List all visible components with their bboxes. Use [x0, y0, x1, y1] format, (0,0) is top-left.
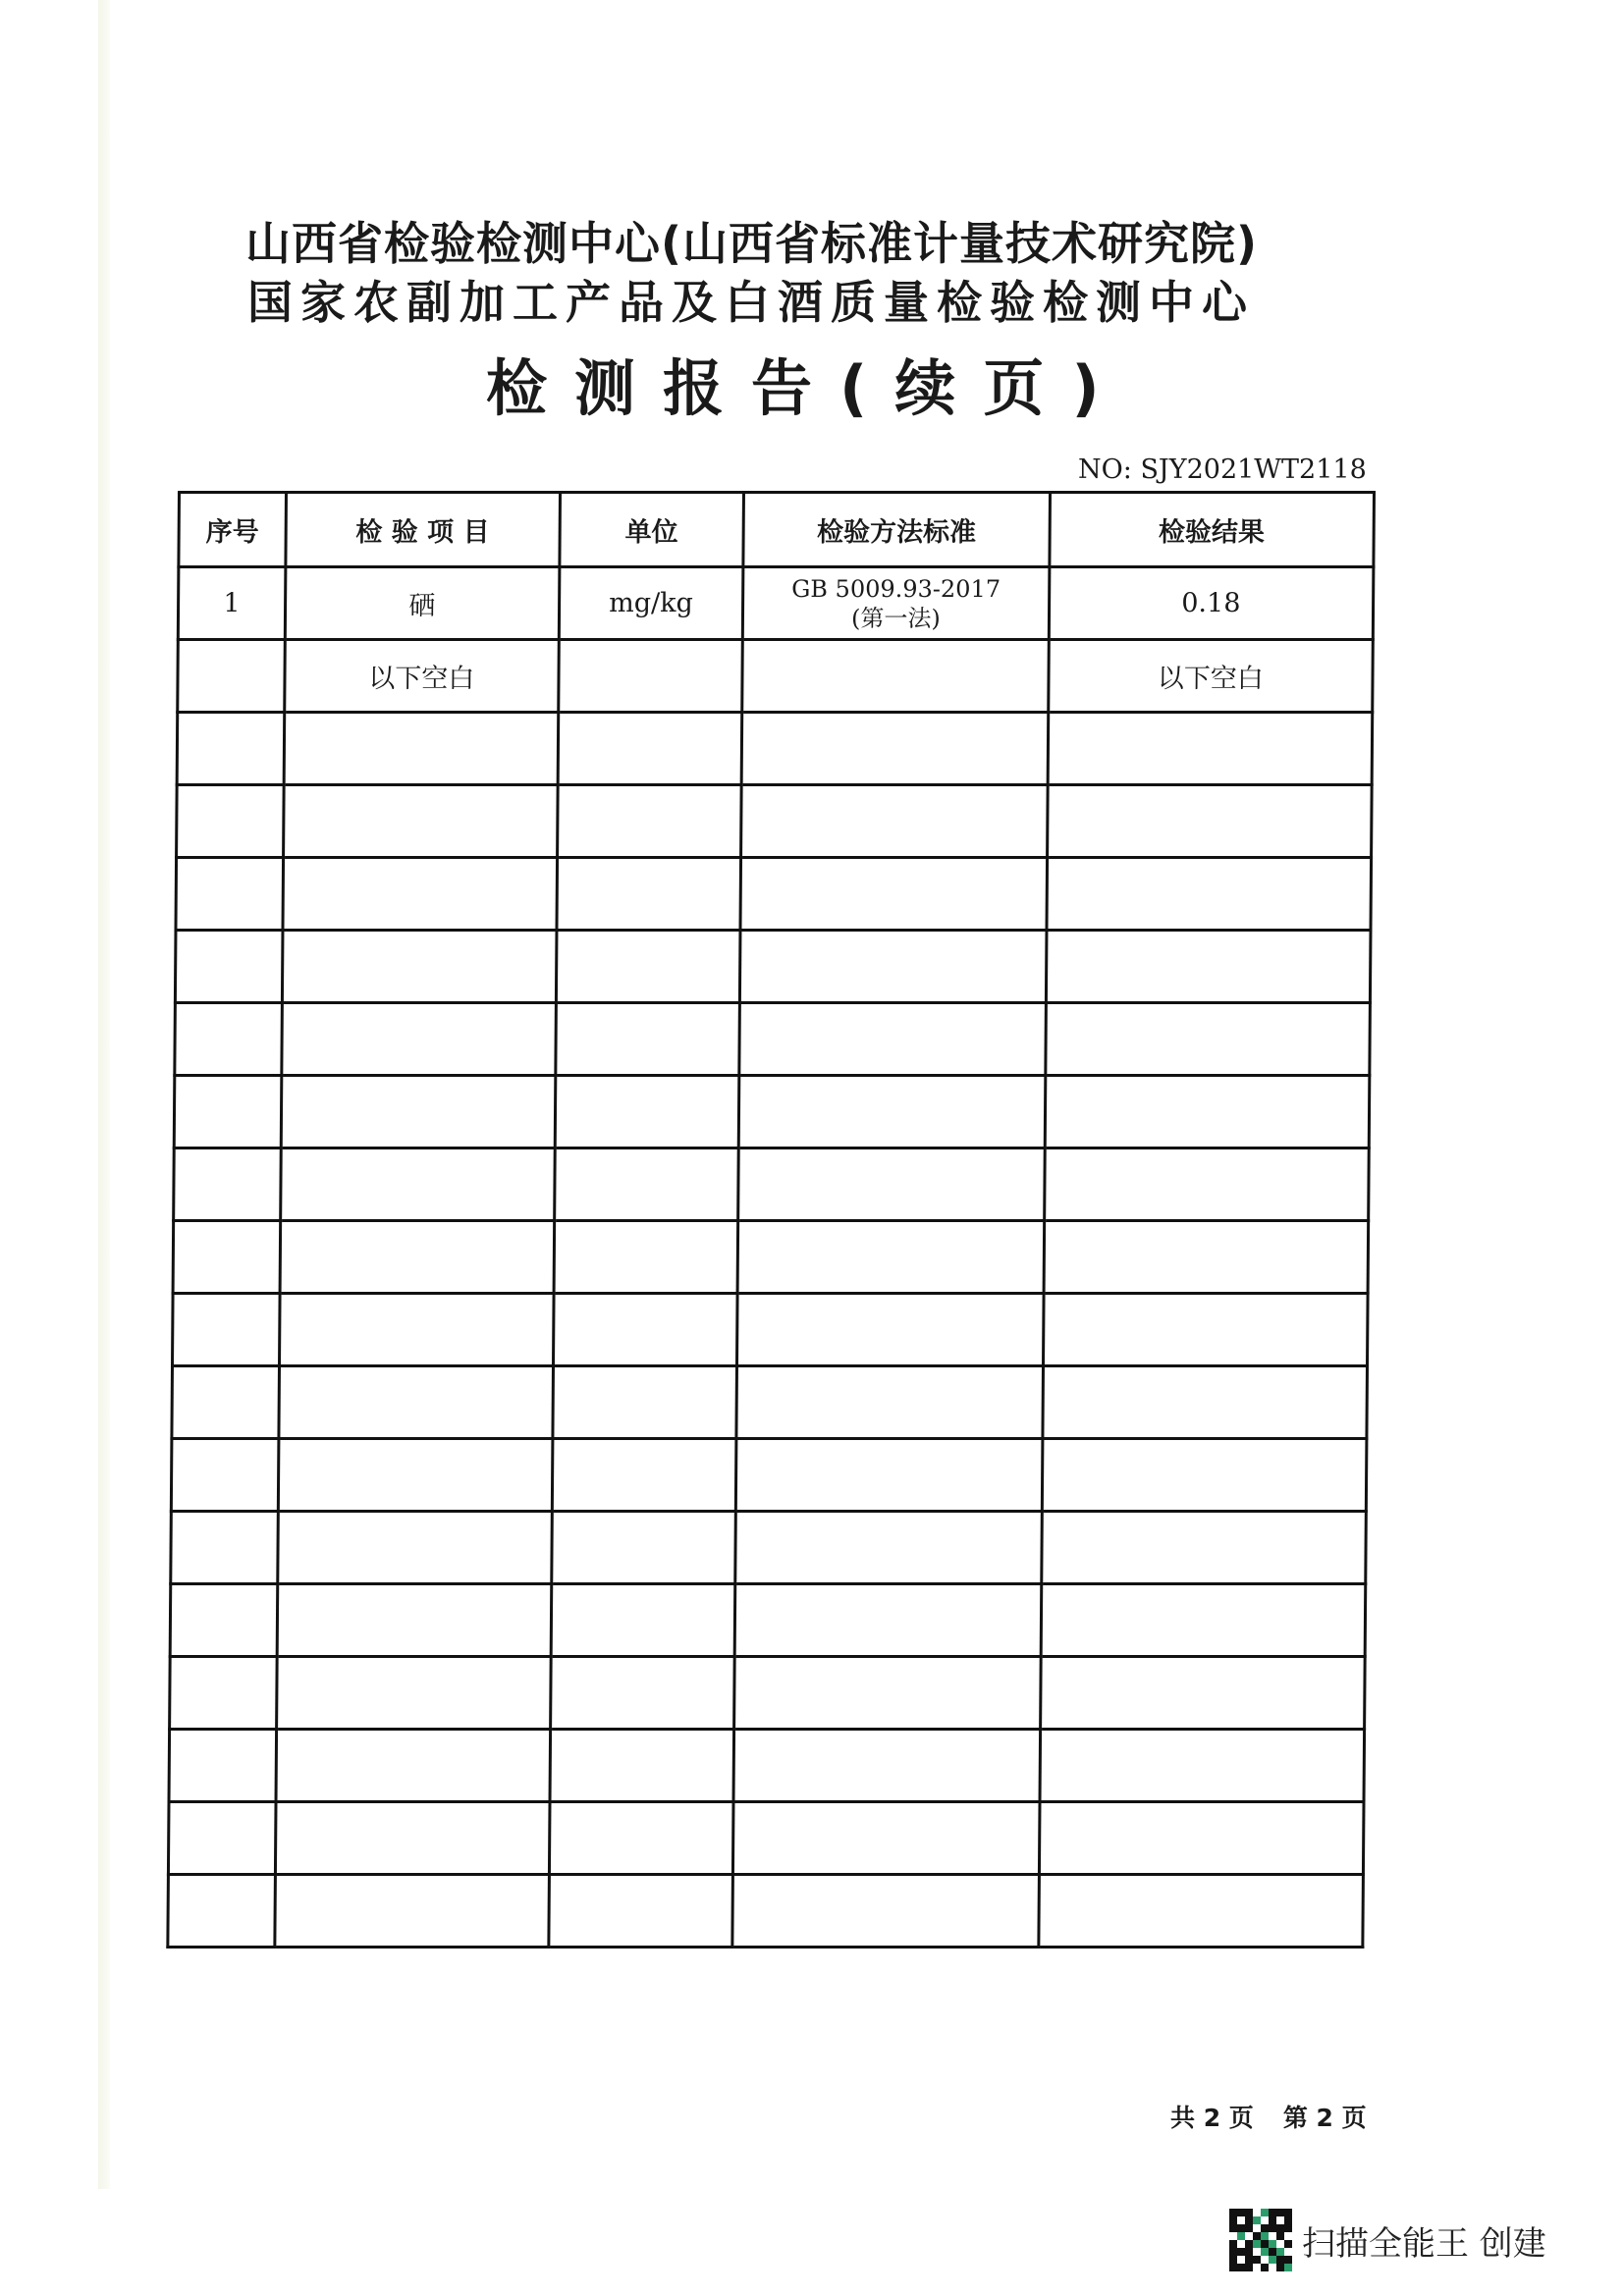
cell-seq: [178, 640, 286, 713]
cell-result: 0.18: [1049, 567, 1374, 640]
empty-cell: [170, 1584, 278, 1657]
column-header-result: 检验结果: [1049, 493, 1374, 567]
cell-unit: [558, 640, 742, 713]
empty-cell: [1048, 713, 1373, 785]
empty-row: [173, 1221, 1369, 1294]
empty-cell: [277, 1657, 551, 1730]
empty-cell: [170, 1657, 278, 1730]
empty-row: [172, 1366, 1368, 1439]
empty-row: [172, 1294, 1368, 1366]
table-row: [178, 640, 1374, 713]
empty-cell: [1042, 1366, 1367, 1439]
empty-cell: [1047, 785, 1372, 858]
empty-cell: [732, 1875, 1039, 1948]
empty-row: [177, 785, 1373, 858]
empty-cell: [176, 858, 284, 931]
empty-cell: [282, 931, 556, 1003]
current-page: 第 2 页: [1282, 2104, 1367, 2132]
empty-cell: [281, 1148, 555, 1221]
organization-name: 山西省检验检测中心(山西省标准计量技术研究院): [245, 217, 1259, 270]
empty-cell: [1044, 1148, 1369, 1221]
empty-cell: [1040, 1730, 1365, 1802]
cell-item: 以下空白: [285, 640, 559, 713]
empty-row: [170, 1584, 1366, 1657]
empty-cell: [172, 1294, 280, 1366]
column-header-unit: 单位: [559, 493, 743, 567]
empty-row: [174, 1148, 1370, 1221]
empty-cell: [277, 1584, 551, 1657]
empty-cell: [177, 785, 285, 858]
empty-cell: [175, 1003, 283, 1076]
empty-cell: [551, 1584, 735, 1657]
empty-cell: [549, 1802, 733, 1875]
empty-cell: [177, 713, 285, 785]
empty-cell: [557, 785, 741, 858]
empty-cell: [735, 1512, 1042, 1584]
empty-cell: [276, 1730, 550, 1802]
empty-cell: [550, 1730, 734, 1802]
empty-cell: [171, 1439, 279, 1512]
empty-row: [171, 1439, 1367, 1512]
empty-cell: [1044, 1221, 1369, 1294]
cell-result: 以下空白: [1048, 640, 1373, 713]
empty-cell: [174, 1076, 282, 1148]
cell-method: [742, 640, 1049, 713]
report-number: NO: SJY2021WT2118: [1078, 454, 1367, 485]
empty-cell: [1039, 1802, 1364, 1875]
empty-cell: [1045, 1003, 1370, 1076]
empty-cell: [281, 1076, 555, 1148]
empty-cell: [739, 1003, 1046, 1076]
empty-cell: [168, 1802, 276, 1875]
column-header-item: 检 验 项 目: [286, 493, 560, 567]
empty-cell: [1042, 1439, 1367, 1512]
empty-cell: [736, 1439, 1043, 1512]
empty-cell: [284, 785, 558, 858]
empty-cell: [173, 1221, 281, 1294]
empty-cell: [734, 1657, 1041, 1730]
page-title: 检测报告(续页): [486, 352, 1127, 424]
empty-row: [169, 1730, 1365, 1802]
empty-row: [175, 931, 1371, 1003]
empty-cell: [556, 931, 740, 1003]
page-count: [1170, 2099, 1396, 2134]
empty-cell: [737, 1294, 1044, 1366]
empty-cell: [737, 1221, 1044, 1294]
empty-cell: [171, 1512, 279, 1584]
empty-row: [171, 1512, 1367, 1584]
empty-cell: [552, 1439, 736, 1512]
empty-cell: [279, 1366, 553, 1439]
empty-cell: [1046, 931, 1371, 1003]
empty-cell: [1045, 1076, 1370, 1148]
empty-cell: [174, 1148, 282, 1221]
cell-seq: 1: [178, 567, 286, 640]
column-header-method: 检验方法标准: [743, 493, 1050, 567]
empty-cell: [558, 713, 742, 785]
empty-cell: [741, 785, 1048, 858]
empty-row: [176, 858, 1372, 931]
cell-item: 硒: [285, 567, 559, 640]
empty-cell: [553, 1294, 737, 1366]
empty-cell: [739, 1076, 1046, 1148]
column-header-seq: 序号: [179, 493, 287, 567]
empty-cell: [275, 1802, 549, 1875]
empty-row: [168, 1802, 1364, 1875]
empty-cell: [168, 1875, 276, 1948]
empty-cell: [740, 931, 1047, 1003]
empty-cell: [275, 1875, 549, 1948]
empty-cell: [734, 1584, 1041, 1657]
empty-cell: [554, 1148, 738, 1221]
empty-cell: [557, 858, 741, 931]
empty-cell: [169, 1730, 277, 1802]
method-variant: (第一法): [850, 604, 941, 632]
watermark-text: 扫描全能王 创建: [1302, 2223, 1546, 2264]
empty-row: [170, 1657, 1366, 1730]
cell-unit: mg/kg: [559, 567, 743, 640]
qr-code-icon: [1229, 2209, 1292, 2271]
empty-row: [168, 1875, 1364, 1948]
empty-cell: [282, 1003, 556, 1076]
empty-cell: [733, 1802, 1040, 1875]
empty-cell: [553, 1366, 737, 1439]
results-table: [166, 491, 1376, 1949]
empty-row: [177, 713, 1373, 785]
empty-cell: [278, 1512, 552, 1584]
empty-cell: [278, 1439, 552, 1512]
empty-cell: [736, 1366, 1043, 1439]
empty-cell: [1043, 1294, 1368, 1366]
empty-cell: [172, 1366, 280, 1439]
empty-row: [175, 1003, 1371, 1076]
empty-cell: [1041, 1584, 1366, 1657]
empty-cell: [1041, 1512, 1366, 1584]
method-standard: GB 5009.93-2017: [791, 574, 1001, 603]
empty-cell: [554, 1221, 738, 1294]
table-header-row: [179, 493, 1375, 567]
empty-cell: [279, 1294, 553, 1366]
empty-cell: [175, 931, 283, 1003]
empty-cell: [555, 1076, 739, 1148]
empty-cell: [284, 713, 558, 785]
empty-cell: [548, 1875, 732, 1948]
table-row: [178, 567, 1374, 640]
scan-edge-shadow: [98, 0, 110, 2189]
empty-cell: [551, 1512, 735, 1584]
cell-method: [743, 567, 1050, 640]
empty-cell: [283, 858, 557, 931]
empty-cell: [738, 1148, 1045, 1221]
empty-cell: [1040, 1657, 1365, 1730]
empty-cell: [1047, 858, 1372, 931]
empty-cell: [555, 1003, 739, 1076]
empty-cell: [1038, 1875, 1363, 1948]
empty-cell: [741, 713, 1048, 785]
empty-cell: [280, 1221, 554, 1294]
center-name: 国家农副加工产品及白酒质量检验检测中心: [247, 276, 1255, 329]
total-pages: 共 2 页: [1170, 2104, 1254, 2132]
empty-cell: [740, 858, 1047, 931]
empty-cell: [550, 1657, 734, 1730]
empty-row: [174, 1076, 1370, 1148]
empty-cell: [733, 1730, 1040, 1802]
scanner-watermark: [1229, 2209, 1546, 2271]
